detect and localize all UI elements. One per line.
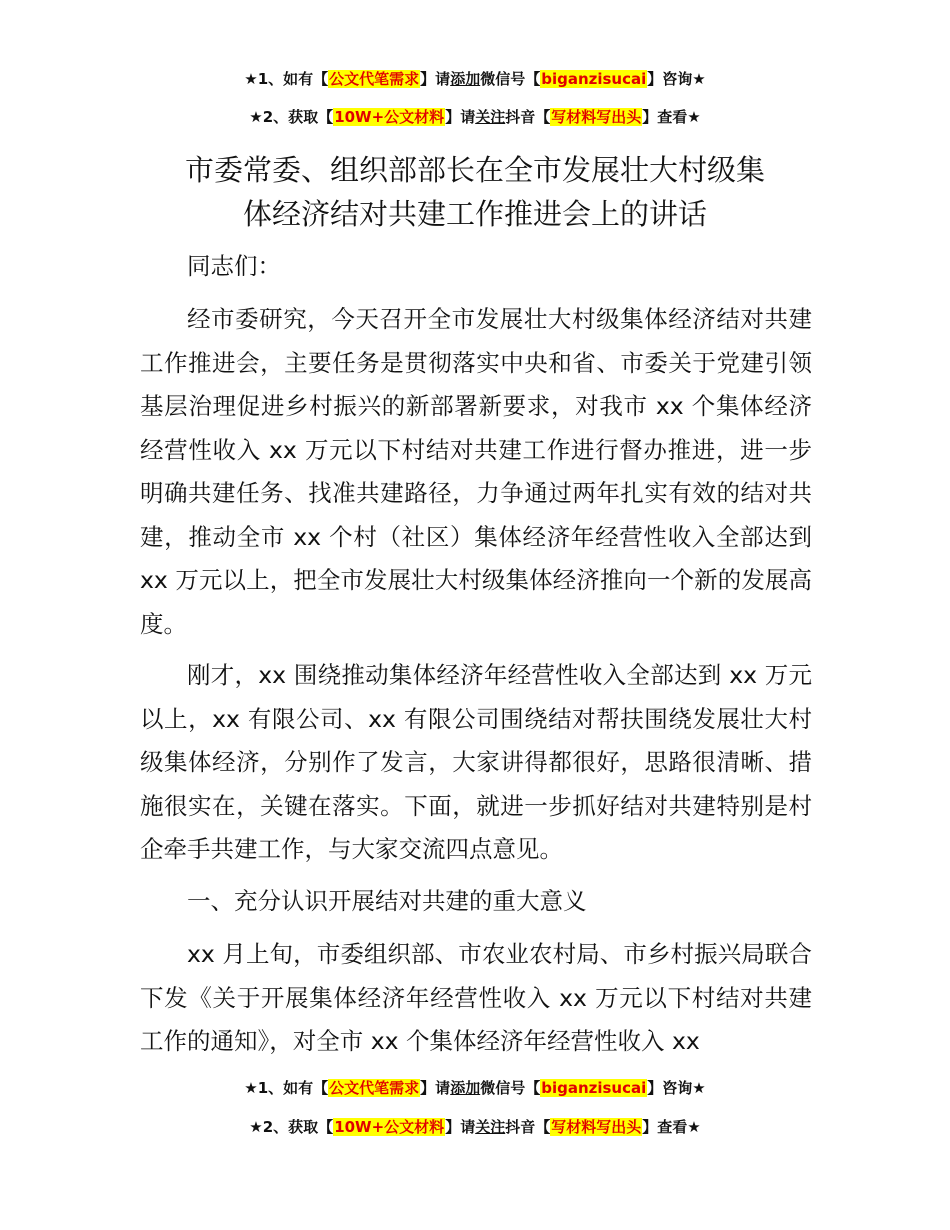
header-promo-line-1 [0,68,950,89]
paragraph-3: xx 月上旬，市委组织部、市农业农村局、市乡村振兴局联合下发《关于开展集体经济年经营性收入 xx 万元以下村结对共建工作的通知》，对全市 xx 个集体经济年经营性收入 xx [140,940,812,1055]
paragraph-1: 经市委研究，今天召开全市发展壮大村级集体经济结对共建工作推进会，主要任务是贯彻落实中央和省、市委关于党建引领基层治理促进乡村振兴的新部署新要求，对我市 xx 个集体经济经营性收入 xx 万元以下村结对共建工作进行督办推进，进一步明确共建任务、找准共建路径，力争通过两年扎实有效的结对共建，推动全市 xx 个村（社区）集体经济年经营性收入全部达到 xx 万元以上，把全市发展壮大村级集体经济推向一个新的发展高度。 [140,305,812,638]
promo-underlined: 添加 [450,1079,481,1097]
promo-text: ★2、获取【 [249,1118,334,1136]
promo-text: ★1、如有【 [244,70,329,88]
promo-highlight: 公文代笔需求 [329,70,420,88]
promo-text: 】咨询★ [647,70,706,88]
promo-text: 】请 [420,70,451,88]
promo-text: 抖音【 [505,108,551,126]
promo-text: 】请 [420,1079,451,1097]
promo-text: 】请 [445,1118,476,1136]
promo-douyin-id: 写材料写出头 [551,1118,642,1136]
promo-wechat-id: biganzisucai [541,1079,647,1097]
promo-underlined: 关注 [475,108,506,126]
header-promo-line-2 [0,106,950,127]
promo-wechat-id: biganzisucai [541,70,647,88]
title-line-2: 体经济结对共建工作推进会上的讲话 [242,197,707,231]
promo-text: 】查看★ [642,108,701,126]
promo-text: 微信号【 [480,1079,541,1097]
promo-text: ★2、获取【 [249,108,334,126]
promo-underlined: 添加 [450,70,481,88]
title-line-1: 市委常委、组织部部长在全市发展壮大村级集 [184,153,765,187]
promo-text: 抖音【 [505,1118,551,1136]
promo-highlight: 10W+公文材料 [334,1118,445,1136]
promo-text: 】查看★ [642,1118,701,1136]
promo-highlight: 公文代笔需求 [329,1079,420,1097]
promo-text: 微信号【 [480,70,541,88]
document-title [140,148,810,236]
promo-underlined: 关注 [475,1118,506,1136]
promo-text: ★1、如有【 [244,1079,329,1097]
promo-highlight: 10W+公文材料 [334,108,445,126]
promo-text: 】请 [445,108,476,126]
section-heading-1: 一、充分认识开展结对共建的重大意义 [187,887,587,915]
paragraph-2: 刚才，xx 围绕推动集体经济年经营性收入全部达到 xx 万元以上，xx 有限公司、xx 有限公司围绕结对帮扶围绕发展壮大村级集体经济，分别作了发言，大家讲得都很好，思路很清晰、措施很实在，关键在落实。下面，就进一步抓好结对共建特别是村企牵手共建工作，与大家交流四点意见。 [140,661,812,863]
promo-douyin-id: 写材料写出头 [551,108,642,126]
footer-promo-line-2 [0,1116,950,1137]
promo-text: 】咨询★ [647,1079,706,1097]
footer-promo-line-1 [0,1077,950,1098]
greeting: 同志们： [187,252,281,280]
